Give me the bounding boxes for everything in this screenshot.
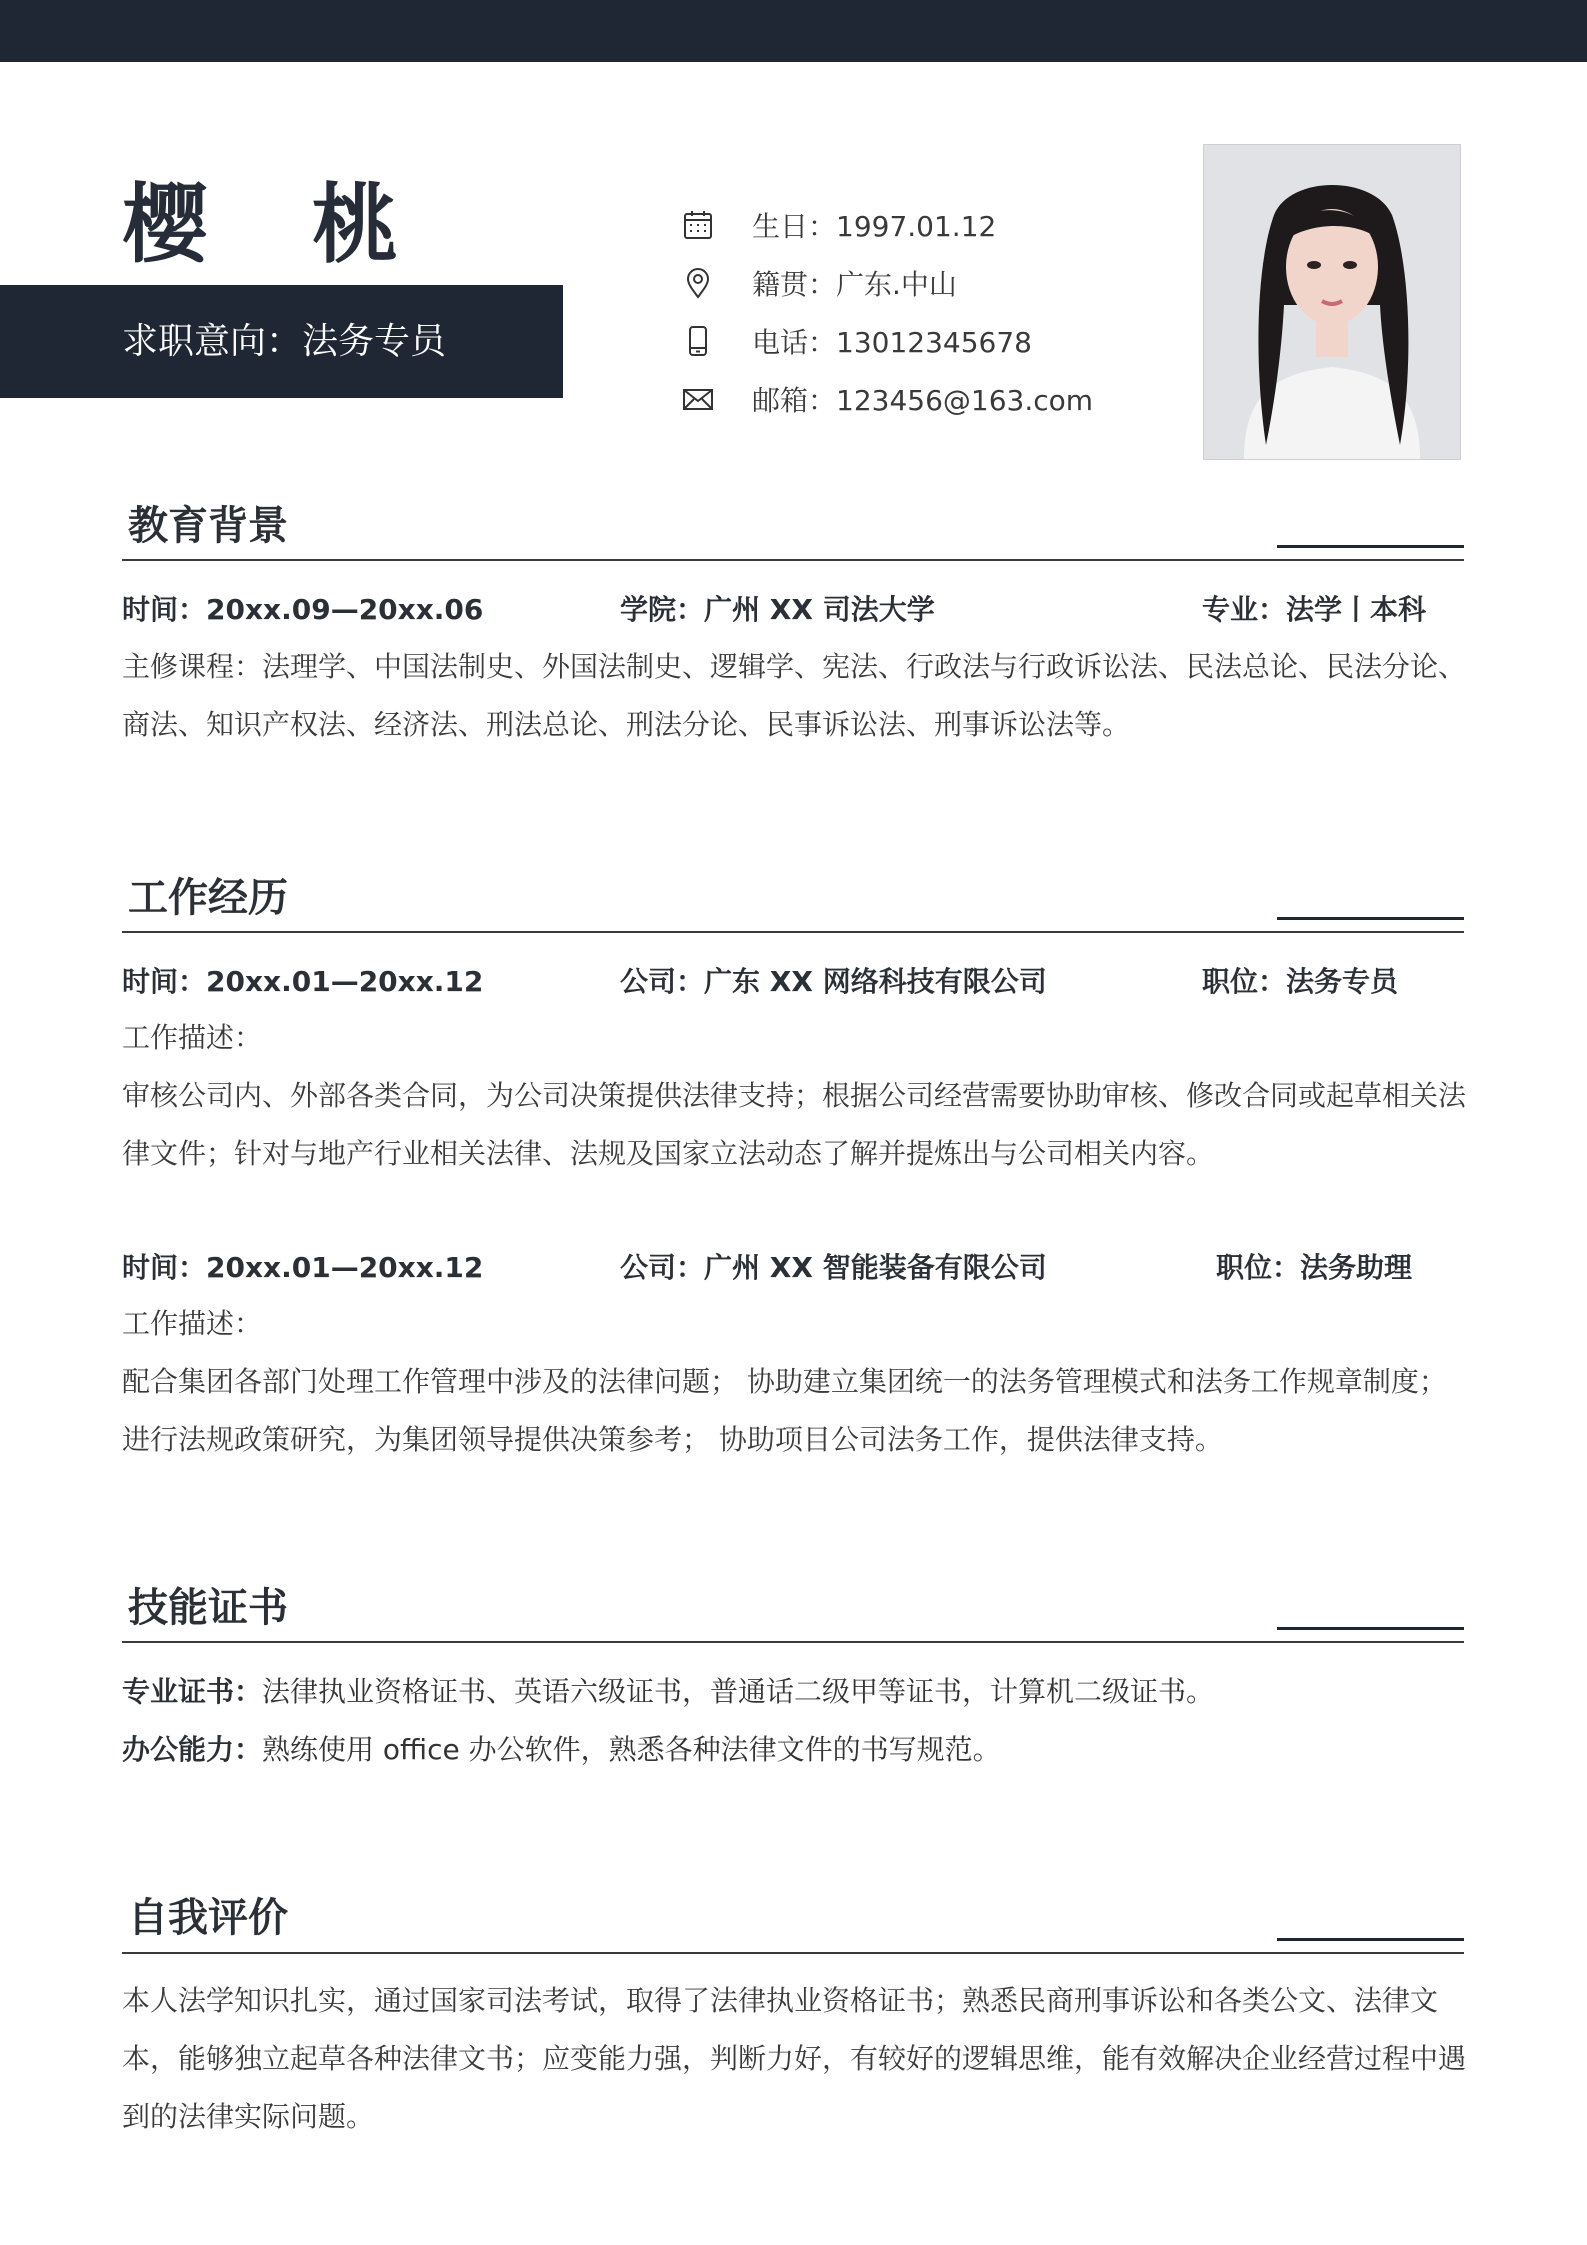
section-accent-line (1277, 545, 1464, 548)
contact-birthday (680, 196, 1093, 254)
company-value: 广州 XX 智能装备有限公司 (704, 1251, 1047, 1284)
office-value: 熟练使用 office 办公软件，熟悉各种法律文件的书写规范。 (262, 1733, 1001, 1766)
job-info-row (122, 962, 1462, 1002)
job-desc-label: 工作描述： (122, 1021, 263, 1054)
job-intent-banner: 求职意向：法务专员 (0, 285, 563, 398)
education-time: 时间：20xx.09—20xx.06 (122, 593, 484, 626)
contact-email (680, 370, 1093, 428)
education-courses: 主修课程：法理学、中国法制史、外国法制史、逻辑学、宪法、行政法与行政诉讼法、民法总论、民法分论、商法、知识产权法、经济法、刑法总论、刑法分论、民事诉讼法、刑事诉讼法等。 (122, 650, 1467, 741)
self-eval-title: 自我评价 (128, 1895, 288, 1941)
major-label: 专业： (1202, 593, 1287, 626)
phone-icon (680, 323, 716, 359)
job-description: 审核公司内、外部各类合同，为公司决策提供法律支持；根据公司经营需要协助审核、修改合同或起草相关法律文件；针对与地产行业相关法律、法规及国家立法动态了解并提炼出与公司相关内容。 (122, 1079, 1467, 1170)
skills-office-row (122, 1730, 1462, 1770)
job-time: 时间：20xx.01—20xx.12 (122, 965, 484, 998)
birthday-text: 生日：1997.01.12 (752, 210, 997, 243)
education-title: 教育背景 (128, 503, 288, 549)
position-label: 职位： (1216, 1251, 1301, 1284)
position-label: 职位： (1202, 965, 1287, 998)
candidate-name (122, 155, 398, 279)
position-value: 法务助理 (1300, 1251, 1413, 1284)
job-time: 时间：20xx.01—20xx.12 (122, 1251, 484, 1284)
contact-phone (680, 312, 1093, 370)
name-char: 桃 (312, 175, 398, 275)
section-accent-line (1277, 917, 1464, 920)
mail-icon (680, 381, 716, 417)
school-value: 广州 XX 司法大学 (704, 593, 935, 626)
section-divider (122, 1641, 1464, 1643)
skills-title: 技能证书 (128, 1585, 288, 1631)
company-label: 公司： (620, 965, 705, 998)
cert-label: 专业证书： (122, 1675, 263, 1708)
phone-text: 电话：13012345678 (752, 326, 1032, 359)
native-place-text: 籍贯：广东.中山 (752, 268, 957, 301)
top-bar (0, 0, 1587, 62)
position-value: 法务专员 (1286, 965, 1399, 998)
cert-value: 法律执业资格证书、英语六级证书，普通话二级甲等证书，计算机二级证书。 (262, 1675, 1215, 1708)
company-value: 广东 XX 网络科技有限公司 (704, 965, 1047, 998)
section-divider (122, 1952, 1464, 1954)
contact-list (680, 196, 1093, 428)
section-divider (122, 931, 1464, 933)
contact-native-place (680, 254, 1093, 312)
location-pin-icon (680, 265, 716, 301)
work-title: 工作经历 (128, 875, 288, 921)
skills-cert-row (122, 1672, 1462, 1712)
name-char: 樱 (122, 175, 208, 275)
email-text: 邮箱：123456@163.com (752, 384, 1094, 417)
school-label: 学院： (620, 593, 705, 626)
major-value: 法学丨本科 (1286, 593, 1427, 626)
job-info-row (122, 1248, 1462, 1288)
self-eval-text: 本人法学知识扎实，通过国家司法考试，取得了法律执业资格证书；熟悉民商刑事诉讼和各类公文、法律文本，能够独立起草各种法律文书；应变能力强，判断力好，有较好的逻辑思维，能有效解决企业经营过程中遇到的法律实际问题。 (122, 1984, 1467, 2133)
section-accent-line (1277, 1938, 1464, 1941)
job-desc-label: 工作描述： (122, 1307, 263, 1340)
job-description: 配合集团各部门处理工作管理中涉及的法律问题； 协助建立集团统一的法务管理模式和法务工作规章制度； 进行法规政策研究，为集团领导提供决策参考； 协助项目公司法务工作，提供法律支持。 (122, 1365, 1447, 1456)
education-info-row (122, 590, 1462, 630)
profile-photo (1203, 144, 1461, 460)
company-label: 公司： (620, 1251, 705, 1284)
office-label: 办公能力： (122, 1733, 263, 1766)
section-divider (122, 559, 1464, 561)
section-accent-line (1277, 1627, 1464, 1630)
calendar-icon (680, 207, 716, 243)
